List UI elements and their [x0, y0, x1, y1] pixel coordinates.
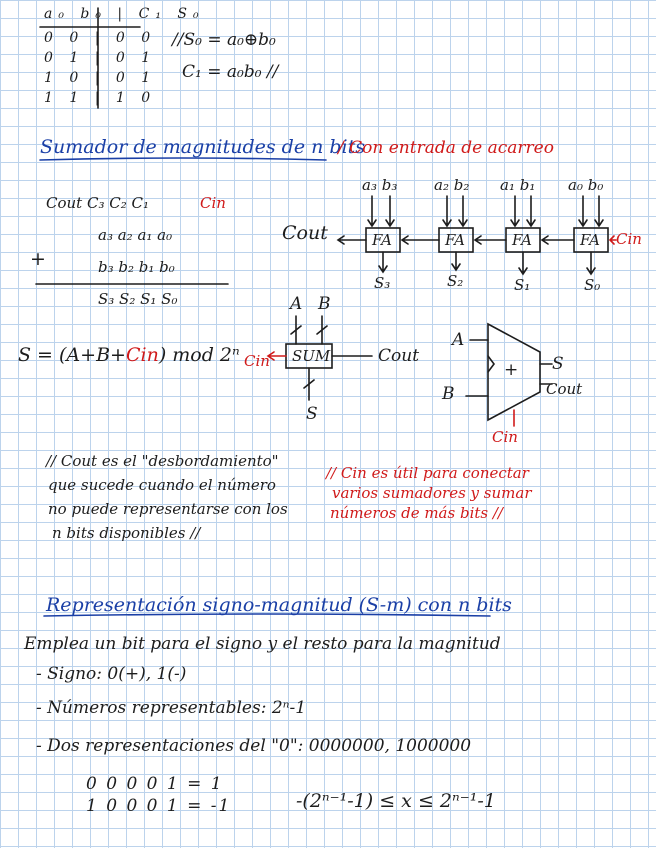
- symbol-output-cout: Cout: [546, 380, 583, 398]
- symbol-plus: +: [504, 360, 519, 380]
- sm-count-line: - Números representables: 2ⁿ-1: [36, 698, 307, 718]
- fa-inputs: a₁ b₁: [500, 176, 536, 194]
- note-line: no puede representarse con los: [48, 500, 288, 518]
- chain-cout-label: Cout: [282, 222, 328, 244]
- sum-cin-label: Cin: [244, 352, 270, 370]
- plus-sign: +: [30, 248, 46, 270]
- a-row: a₃ a₂ a₁ a₀: [98, 226, 173, 244]
- sum-row: S₃ S₂ S₁ S₀: [98, 290, 178, 308]
- carry-row: Cout C₃ C₂ C₁: [46, 194, 149, 212]
- formula-tail: ) mod 2ⁿ: [158, 344, 240, 366]
- sm-range: -(2ⁿ⁻¹-1) ≤ x ≤ 2ⁿ⁻¹-1: [296, 790, 496, 812]
- sm-description: Emplea un bit para el signo y el resto para la magnitud: [24, 634, 501, 654]
- fa-block-label: FA: [512, 231, 532, 249]
- sum-equation: //S₀ = a₀⊕b₀: [172, 30, 276, 50]
- note-line: n bits disponibles //: [52, 524, 201, 542]
- section-title-adder: Sumador de magnitudes de n bits: [40, 136, 366, 158]
- note-line: varios sumadores y sumar: [332, 484, 532, 502]
- truth-table-header: a₀ b₀ | C₁ S₀: [44, 6, 205, 22]
- truth-table-row: 1 1 | 1 0: [44, 90, 157, 106]
- fa-block-label: FA: [445, 231, 465, 249]
- fa-output: S₁: [514, 276, 531, 294]
- note-line: que sucede cuando el número: [48, 476, 276, 494]
- fa-inputs: a₃ b₃: [362, 176, 398, 194]
- symbol-output-s: S: [552, 354, 564, 374]
- note-line: // Cout es el "desbordamiento": [46, 452, 279, 470]
- fa-output: S₃: [374, 274, 391, 292]
- carry-in-label: Cin: [200, 194, 226, 212]
- truth-table-row: 0 1 | 0 1: [44, 50, 157, 66]
- sum-cout-label: Cout: [378, 346, 420, 366]
- carry-equation: C₁ = a₀b₀ //: [182, 62, 279, 82]
- sum-output-s: S: [306, 404, 318, 424]
- sm-zero-line: - Dos representaciones del "0": 0000000, 1000000: [36, 736, 472, 756]
- sum-input-b: B: [318, 294, 331, 314]
- formula-main: S = (A+B+: [18, 344, 126, 366]
- fa-inputs: a₀ b₀: [568, 176, 604, 194]
- fa-block-label: FA: [580, 231, 600, 249]
- chain-cin-label: Cin: [616, 230, 642, 248]
- formula-cin: Cin: [125, 344, 159, 366]
- b-row: b₃ b₂ b₁ b₀: [98, 258, 175, 276]
- sum-block-label: SUM: [292, 347, 331, 365]
- sm-sign-line: - Signo: 0(+), 1(-): [36, 664, 187, 684]
- fa-inputs: a₂ b₂: [434, 176, 470, 194]
- section-subtitle-carry: / Con entrada de acarreo: [338, 138, 554, 158]
- sm-example: 1 0 0 0 1 = -1: [86, 796, 232, 816]
- truth-table-row: 1 0 | 0 1: [44, 70, 157, 86]
- truth-table-row: 0 0 | 0 0: [44, 30, 157, 46]
- fa-output: S₀: [584, 276, 601, 294]
- fa-block-label: FA: [372, 231, 392, 249]
- sum-input-a: A: [290, 294, 303, 314]
- fa-output: S₂: [447, 272, 464, 290]
- sm-example: 0 0 0 0 1 = 1: [86, 774, 224, 794]
- symbol-cin: Cin: [492, 428, 518, 446]
- section-title-sign-magnitude: Representación signo-magnitud (S-m) con n bits: [46, 594, 512, 616]
- symbol-input-b: B: [442, 384, 455, 404]
- note-line: números de más bits //: [330, 504, 503, 522]
- note-line: // Cin es útil para conectar: [326, 464, 529, 482]
- symbol-input-a: A: [452, 330, 465, 350]
